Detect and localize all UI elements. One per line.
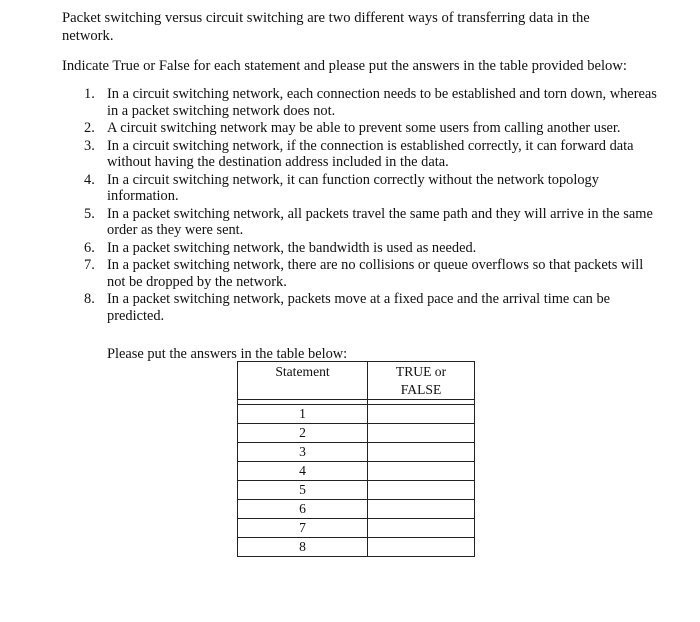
table-row xyxy=(238,538,475,557)
answer-cell[interactable] xyxy=(368,424,475,443)
statement-number: 1. xyxy=(84,86,95,102)
statement-number-cell: 2 xyxy=(238,424,368,443)
answer-table xyxy=(237,361,475,557)
table-row xyxy=(238,405,475,424)
statement-text: In a packet switching network, there are no collisions or queue overflows so that packets will not be dropped by the network. xyxy=(107,257,644,290)
statement-number: 3. xyxy=(84,137,95,154)
statement-item xyxy=(84,240,660,257)
answer-cell[interactable] xyxy=(368,405,475,424)
instruction-paragraph: Indicate True or False for each statement and please put the answers in the table provided below: xyxy=(62,58,627,74)
answer-cell[interactable] xyxy=(368,519,475,538)
table-row xyxy=(238,519,475,538)
statement-list xyxy=(84,86,660,325)
table-row xyxy=(238,424,475,443)
statement-item xyxy=(84,206,660,239)
table-caption: Please put the answers in the table below: xyxy=(107,346,348,362)
statement-text: In a circuit switching network, if the connection is established correctly, it can forward data without having the destination address included in the data. xyxy=(107,137,634,170)
statement-number-cell: 4 xyxy=(238,462,368,481)
statement-number: 5. xyxy=(84,205,95,222)
statement-item xyxy=(84,138,660,171)
answer-cell[interactable] xyxy=(368,443,475,462)
statement-text: A circuit switching network may be able to prevent some users from calling another user. xyxy=(107,120,621,136)
statement-item xyxy=(84,120,660,137)
statement-number-cell: 7 xyxy=(238,519,368,538)
answer-header-line1: TRUE or xyxy=(395,364,447,379)
answer-cell[interactable] xyxy=(368,462,475,481)
table-row xyxy=(238,462,475,481)
answer-header-line2: FALSE xyxy=(400,382,442,397)
statement-number-cell: 6 xyxy=(238,500,368,519)
statement-number-cell: 8 xyxy=(238,538,368,557)
table-row xyxy=(238,500,475,519)
statement-number-cell: 3 xyxy=(238,443,368,462)
statement-number-cell: 1 xyxy=(238,405,368,424)
statement-number: 8. xyxy=(84,291,95,307)
statement-item xyxy=(84,86,660,119)
answer-cell[interactable] xyxy=(368,538,475,557)
statement-item xyxy=(84,291,660,324)
statement-text: In a packet switching network, the bandwidth is used as needed. xyxy=(107,239,477,256)
answer-column-header xyxy=(368,362,475,400)
table-row xyxy=(238,443,475,462)
statement-text: In a packet switching network, all packets travel the same path and they will arrive in the same order as they were sent. xyxy=(107,205,653,238)
table-header-row xyxy=(238,362,475,400)
answer-cell[interactable] xyxy=(368,481,475,500)
answer-cell[interactable] xyxy=(368,500,475,519)
statement-number: 2. xyxy=(84,120,95,136)
statement-text: In a circuit switching network, each connection needs to be established and torn down, whereas in a packet switching network does not. xyxy=(107,86,657,119)
statement-number: 4. xyxy=(84,171,95,188)
statement-item xyxy=(84,172,660,205)
statement-number: 7. xyxy=(84,257,95,273)
statement-column-header: Statement xyxy=(238,362,368,400)
statement-item xyxy=(84,257,660,290)
statement-text: In a packet switching network, packets move at a fixed pace and the arrival time can be predicted. xyxy=(107,291,611,324)
table-row xyxy=(238,481,475,500)
statement-text: In a circuit switching network, it can function correctly without the network topology information. xyxy=(107,171,599,204)
statement-number-cell: 5 xyxy=(238,481,368,500)
intro-paragraph: Packet switching versus circuit switching are two different ways of transferring data in the network. xyxy=(62,10,590,44)
statement-number: 6. xyxy=(84,239,95,256)
